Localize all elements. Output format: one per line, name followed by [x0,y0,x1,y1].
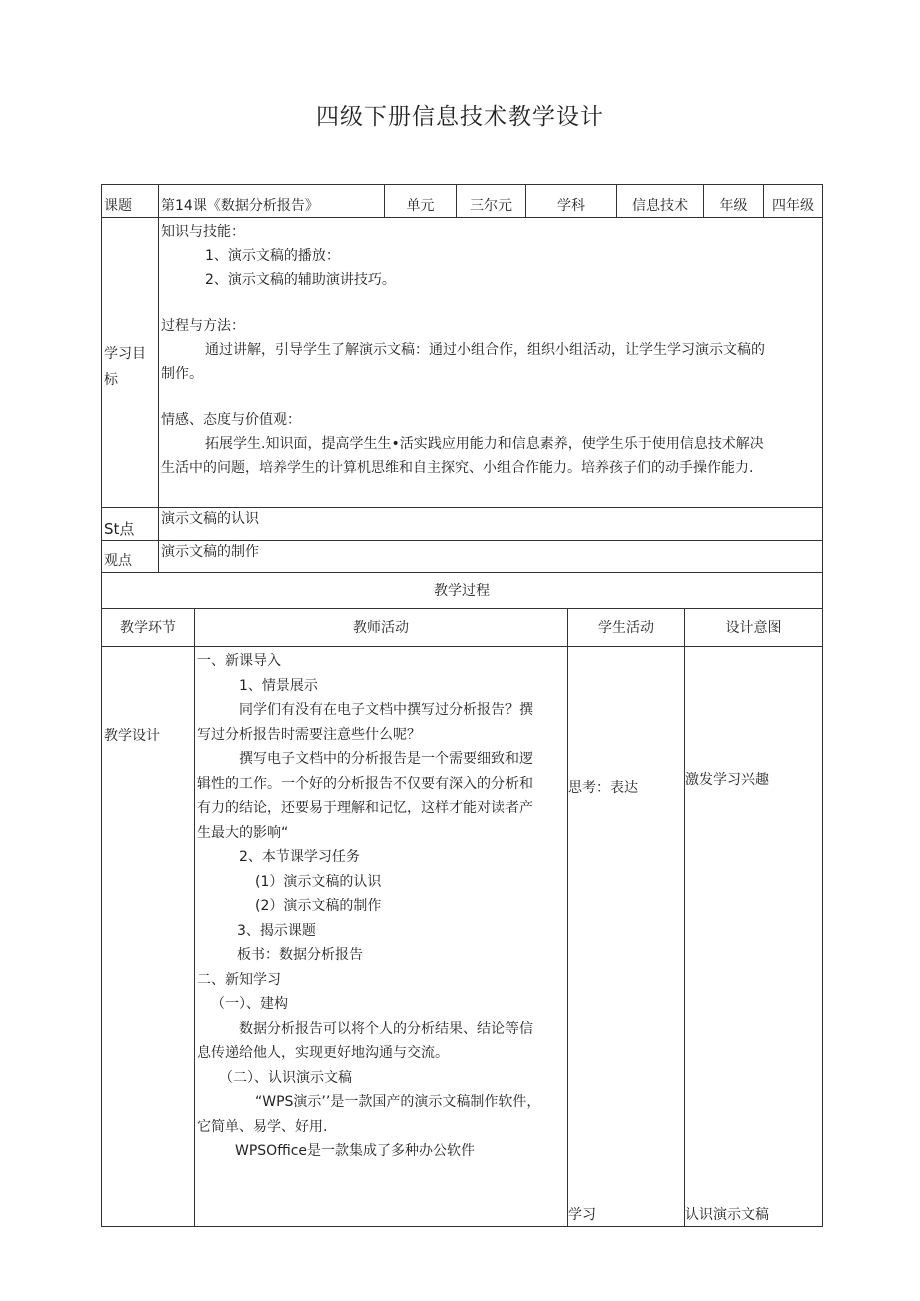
emotion-text-line1: 拓展学生.知识面，提高学生生•活实践应用能力和信息素养，使学生乐于使用信息技术解决 [205,436,764,452]
process-text-line1: 通过讲解，引导学生了解演示文稿：通过小组合作，组织小组活动，让学生学习演示文稿的 [205,342,765,358]
stage-cell [102,647,195,1227]
lesson-info-table [101,184,823,573]
teacher-activity-cell [195,647,568,1227]
emotion-heading: 情感、态度与价值观： [161,412,301,428]
key-point-value: 演示文稿的认识 [159,508,823,541]
design-intent-1: 激发学习兴趣 [685,772,769,788]
teacher-line: 一、新课导入 [197,653,281,669]
teacher-line: “WPS演示’’是一款国产的演示文稿制作软件， [255,1094,541,1110]
teacher-line: 数据分析报告可以将个人的分析结果、结论等信 [239,1020,533,1037]
emotion-text-line2: 生活中的问题，培养学生的计算机思维和自主探究、小组合作能力。培养孩子们的动手操作能力. [161,460,754,476]
teacher-line: WPSOffice是一款集成了多种办公软件 [235,1143,476,1159]
process-section-title: 教学过程 [102,573,823,609]
teacher-line: 有力的结论，还要易于理解和记忆，这样才能对读者产 [197,800,533,816]
student-activity-cell [568,647,685,1227]
header-teacher-activity: 教师活动 [195,609,568,647]
teacher-line: 生最大的影响“ [197,824,289,841]
difficult-point-label: 观点 [102,541,159,573]
subject-value: 信息技术 [617,185,704,218]
teacher-line: 同学们有没有在电子文档中撰写过分析报告？撰 [239,702,533,718]
teacher-line: （一）、建构 [211,996,288,1012]
topic-value: 第14课《数据分析报告》 [159,185,385,218]
grade-value: 四年级 [764,185,823,218]
document-title: 四级下册信息技术教学设计 [316,104,604,130]
teacher-line: 板书：数据分析报告 [237,947,363,963]
process-text-line2: 制作。 [161,366,203,382]
teacher-line: 1、情景展示 [239,677,318,694]
header-student-activity: 学生活动 [568,609,685,647]
grade-label: 年级 [704,185,764,218]
topic-label: 课题 [102,185,159,218]
objectives-label-line2: 标 [104,372,118,388]
objectives-label [102,218,159,508]
student-activity-1: 思考：表达 [568,780,638,796]
unit-value: 三尔元 [457,185,526,218]
teacher-line: 撰写电子文档中的分析报告是一个需要细致和逻 [239,751,533,767]
header-stage: 教学环节 [102,609,195,647]
teacher-line: 3、揭示课题 [237,922,316,939]
process-heading: 过程与方法： [161,318,245,334]
teacher-line: 写过分析报告时需要注意些什么呢？ [197,726,421,743]
knowledge-heading: 知识与技能： [161,224,245,240]
design-intent-2: 认识演示文稿 [685,1207,769,1223]
teacher-line: (1）演示文稿的认识 [255,873,382,890]
teacher-line: (2）演示文稿的制作 [255,898,382,914]
teacher-line: 它简单、易学、好用. [197,1118,328,1135]
knowledge-item-2: 2、演示文稿的辅助演讲技巧。 [205,272,396,288]
student-activity-2: 学习 [568,1207,596,1223]
unit-label: 单元 [385,185,457,218]
teaching-process-table [101,572,823,1227]
teacher-line: 息传递给他人，实现更好地沟通与交流。 [197,1045,449,1061]
subject-label: 学科 [526,185,617,218]
difficult-point-value: 演示文稿的制作 [159,541,823,573]
teacher-line: 辑性的工作。一个好的分析报告不仅要有深入的分析和 [197,775,533,792]
teacher-line: 2、本节课学习任务 [239,849,360,865]
objectives-content [159,218,823,508]
key-point-label: St点 [102,508,159,541]
design-intent-cell [685,647,823,1227]
header-design-intent: 设计意图 [685,609,823,647]
teacher-line: （二）、认识演示文稿 [219,1069,352,1086]
knowledge-item-1: 1、演示文稿的播放： [205,248,340,264]
stage-value: 教学设计 [104,728,160,744]
objectives-label-line1: 学习目 [104,346,146,362]
teacher-line: 二、新知学习 [197,971,281,988]
